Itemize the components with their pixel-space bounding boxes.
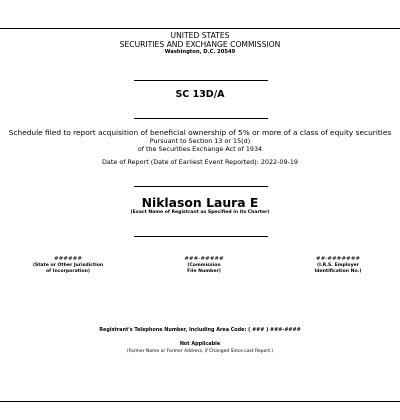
identifier-irs <box>290 256 386 275</box>
schedule-description <box>0 128 400 153</box>
agency-city: Washington, D.C. 20549 <box>164 49 236 55</box>
identifier-value: ###-##### <box>184 256 224 262</box>
schedule-description-text: Schedule filed to report acquisition of beneficial ownership of 5% or more of a class of equity securities <box>8 128 392 137</box>
top-rule <box>0 28 400 29</box>
country-name: UNITED STATES <box>170 31 230 40</box>
identifier-caption-line2: File Number) <box>187 269 221 274</box>
identifier-state <box>20 256 116 275</box>
registrant-phone: Registrant's Telephone Number, Including Area Code: ( ### ) ###-#### <box>99 327 301 333</box>
former-name-value: Not Applicable <box>179 341 221 347</box>
form-type: SC 13D/A <box>175 89 225 100</box>
divider-3 <box>134 186 268 187</box>
schedule-act: of the Securities Exchange Act of 1934 <box>137 145 263 153</box>
identifier-caption-line1: (I.R.S. Employer <box>317 263 359 268</box>
divider-1 <box>134 80 268 81</box>
divider-4 <box>134 236 268 237</box>
identifier-caption-line2: of Incorporation) <box>46 269 90 274</box>
schedule-pursuant: Pursuant to Section 13 or 15(d) <box>149 137 251 145</box>
registrant-caption: (Exact Name of Registrant as Specified in its Charter) <box>130 210 270 215</box>
identifier-caption-line1: (Commission <box>187 263 221 268</box>
divider-2 <box>134 118 268 119</box>
report-date: Date of Report (Date of Earliest Event Reported): 2022-09-19 <box>102 158 298 166</box>
bottom-rule <box>0 401 400 402</box>
identifier-value: ###### <box>53 256 83 262</box>
identifier-value: ##-####### <box>315 256 361 262</box>
registrant-name: Niklason Laura E <box>141 195 259 210</box>
agency-name: SECURITIES AND EXCHANGE COMMISSION <box>119 40 281 49</box>
identifier-caption-line1: (State or Other Jurisdiction <box>32 263 104 268</box>
identifier-caption-line2: Identification No.) <box>314 269 362 274</box>
former-name-caption: (Former Name or Former Address, if Changed Since Last Report.) <box>126 349 274 354</box>
identifier-commission-file <box>156 256 252 275</box>
agency-header <box>0 31 400 56</box>
